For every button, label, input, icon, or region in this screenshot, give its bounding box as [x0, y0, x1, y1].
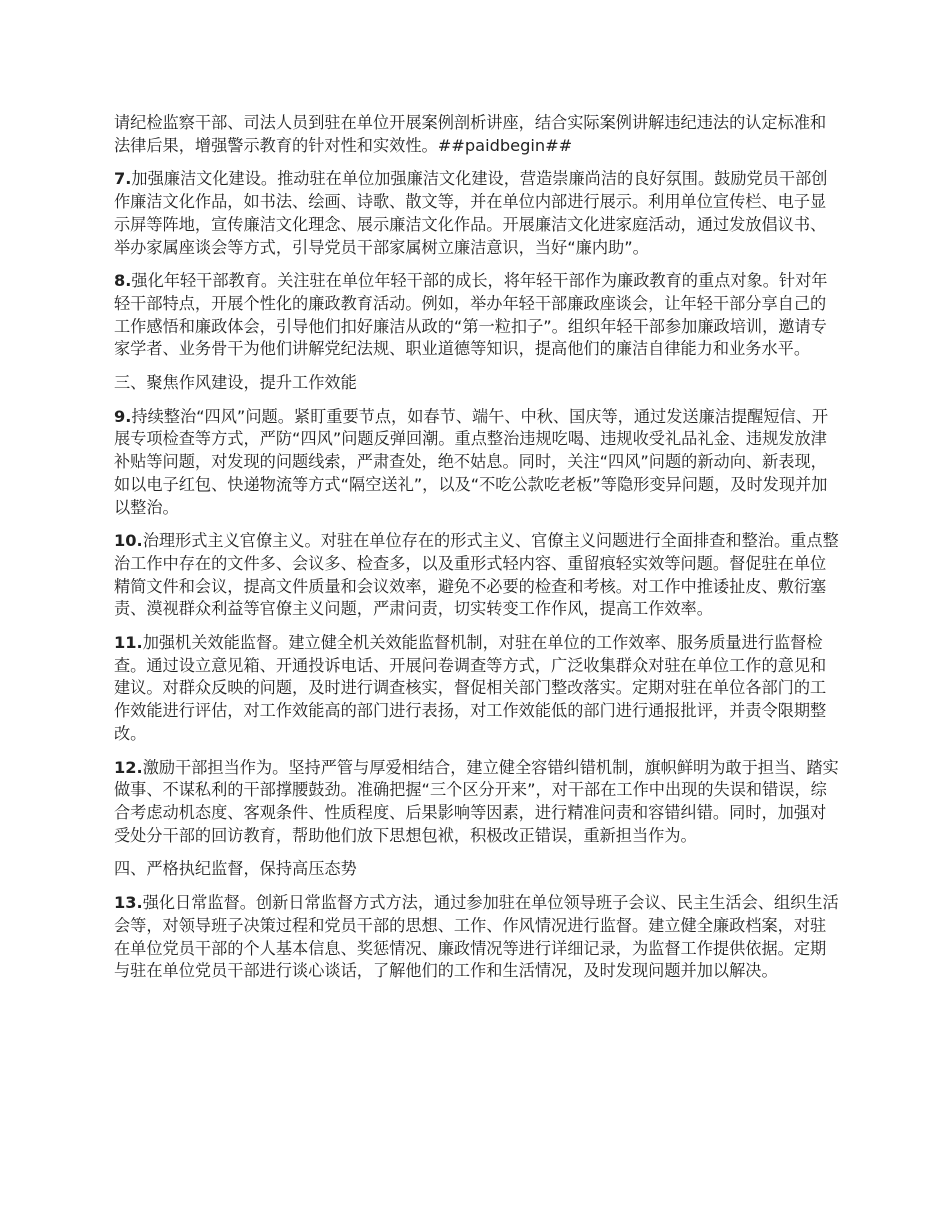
- paragraph-item-8: [114, 270, 842, 361]
- paragraph-intro: [114, 112, 842, 157]
- paragraph-item-7: [114, 168, 842, 259]
- paragraph-item-9: [114, 406, 842, 520]
- paragraph-text: 强化日常监督。创新日常监督方式方法，通过参加驻在单位领导班子会议、民主生活会、组织生活会等，对领导班子决策过程和党员干部的思想、工作、作风情况进行监督。建立健全廉政档案，对驻在单位党员干部的个人基本信息、奖惩情况、廉政情况等进行详细记录，为监督工作提供依据。定期与驻在单位党员干部进行谈心谈话，了解他们的工作和生活情况，及时发现问题并加以解决。: [114, 893, 839, 981]
- item-number: 7.: [114, 169, 132, 189]
- paragraph-item-11: [114, 632, 842, 746]
- item-number: 11.: [114, 633, 143, 653]
- item-number: 9.: [114, 406, 132, 426]
- paragraph-item-10: [114, 530, 842, 621]
- paragraph-text: 持续整治“四风”问题。紧盯重要节点，如春节、端午、中秋、国庆等，通过发送廉洁提醒短信、开展专项检查等方式，严防“四风”问题反弹回潮。重点整治违规吃喝、违规收受礼品礼金、违规发放津补贴等问题，对发现的问题线索，严肃查处，绝不姑息。同时，关注“四风”问题的新动向、新表现，如以电子红包、快递物流等方式“隔空送礼”，以及“不吃公款吃老板”等隐形变异问题，及时发现并加以整治。: [114, 406, 829, 517]
- section-heading-3: 三、聚焦作风建设，提升工作效能: [114, 373, 357, 393]
- paragraph-text: 激励干部担当作为。坚持严管与厚爱相结合，建立健全容错纠错机制，旗帜鲜明为敢于担当、踏实做事、不谋私利的干部撑腰鼓劲。准确把握“三个区分开来”，对干部在工作中出现的失误和错误，综合考虑动机态度、客观条件、性质程度、后果影响等因素，进行精准问责和容错纠错。同时，加强对受处分干部的回访教育，帮助他们放下思想包袱，积极改正错误，重新担当作为。: [114, 757, 839, 845]
- paragraph-text: 加强机关效能监督。建立健全机关效能监督机制，对驻在单位的工作效率、服务质量进行监督检查。通过设立意见箱、开通投诉电话、开展问卷调查等方式，广泛收集群众对驻在单位工作的意见和建议。对群众反映的问题，及时进行调查核实，督促相关部门整改落实。定期对驻在单位各部门的工作效能进行评估，对工作效能高的部门进行表扬，对工作效能低的部门进行通报批评，并责令限期整改。: [114, 633, 827, 743]
- section-heading-4: 四、严格执纪监督，保持高压态势: [114, 859, 357, 879]
- paragraph-text: 请纪检监察干部、司法人员到驻在单位开展案例剖析讲座，结合实际案例讲解违纪违法的认定标准和法律后果，增强警示教育的针对性和实效性。##paidbegin##: [114, 113, 827, 155]
- item-number: 12.: [114, 757, 143, 777]
- paragraph-item-12: [114, 757, 842, 848]
- paragraph-text: 强化年轻干部教育。关注驻在单位年轻干部的成长，将年轻干部作为廉政教育的重点对象。针对年轻干部特点，开展个性化的廉政教育活动。例如，举办年轻干部廉政座谈会，让年轻干部分享自己的工作感悟和廉政体会，引导他们扣好廉洁从政的“第一粒扣子”。组织年轻干部参加廉政培训，邀请专家学者、业务骨干为他们讲解党纪法规、职业道德等知识，提高他们的廉洁自律能力和业务水平。: [114, 271, 828, 359]
- paragraph-text: 治理形式主义官僚主义。对驻在单位存在的形式主义、官僚主义问题进行全面排查和整治。重点整治工作中存在的文件多、会议多、检查多，以及重形式轻内容、重留痕轻实效等问题。督促驻在单位精简文件和会议，提高文件质量和会议效率，避免不必要的检查和考核。对工作中推诿扯皮、敷衍塞责、漠视群众利益等官僚主义问题，严肃问责，切实转变工作作风，提高工作效率。: [114, 531, 839, 619]
- paragraph-text: 加强廉洁文化建设。推动驻在单位加强廉洁文化建设，营造崇廉尚洁的良好氛围。鼓励党员干部创作廉洁文化作品，如书法、绘画、诗歌、散文等，并在单位内部进行展示。利用单位宣传栏、电子显示屏等阵地，宣传廉洁文化理念、展示廉洁文化作品。开展廉洁文化进家庭活动，通过发放倡议书、举办家属座谈会等方式，引导党员干部家属树立廉洁意识，当好“廉内助”。: [114, 169, 828, 257]
- paragraph-item-13: [114, 892, 842, 983]
- item-number: 13.: [114, 893, 143, 913]
- item-number: 10.: [114, 531, 143, 551]
- item-number: 8.: [114, 271, 132, 291]
